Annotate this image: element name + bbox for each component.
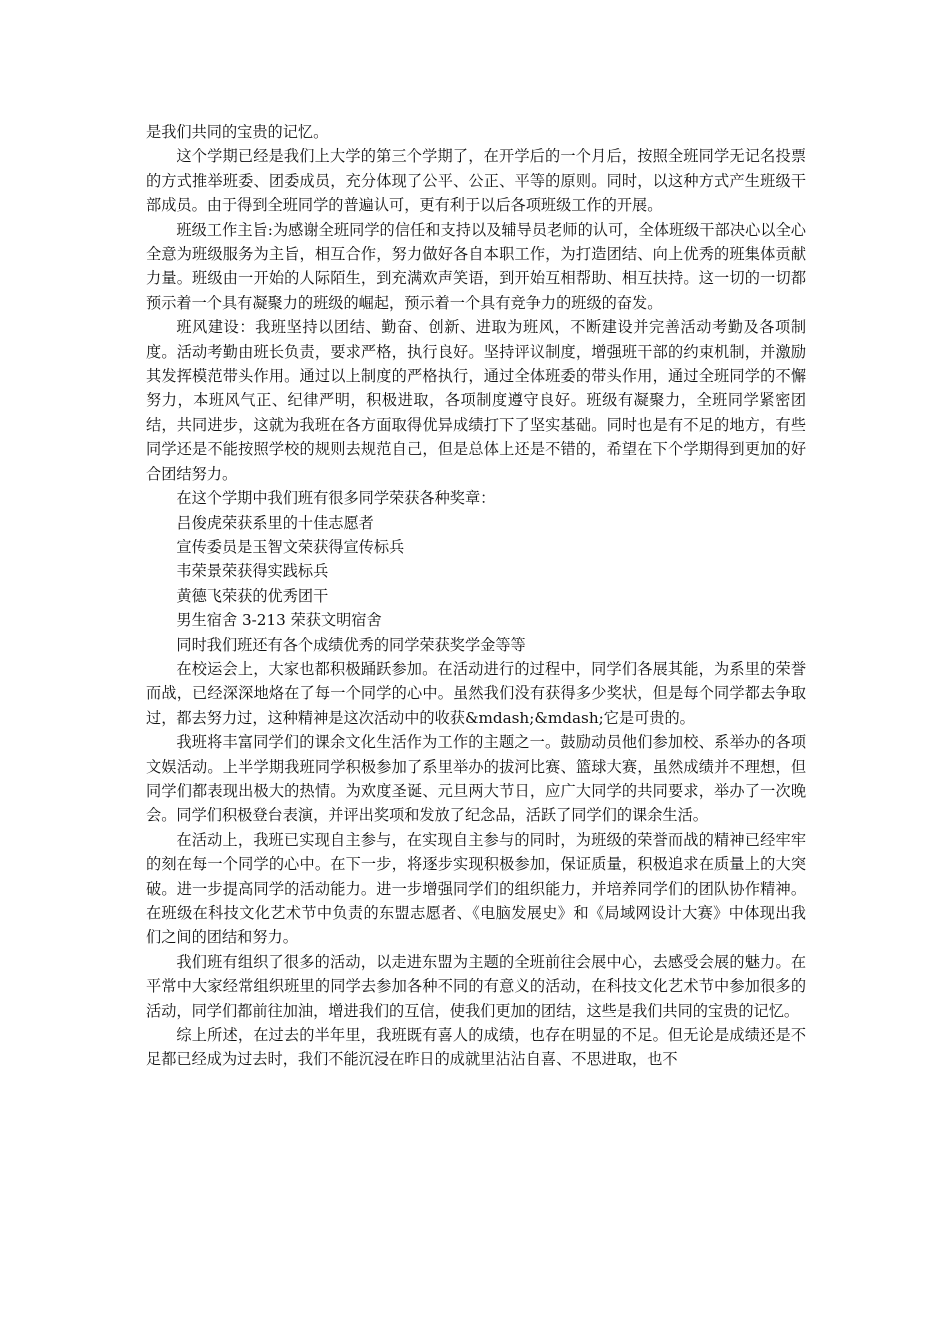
award-item: 吕俊虎荣获系里的十佳志愿者	[176, 513, 374, 532]
paragraph-asean: 我们班有组织了很多的活动，以走进东盟为主题的全班前往会展中心，去感受会展的魅力。在平常中大家经常组织班里的同学去参加各种不同的有意义的活动，在科技文化艺术节中参加很多的活动，同学们都前往加油，增进我们的互信，使我们更加的团结，这些是我们共同的宝贵的记忆。	[146, 952, 806, 1020]
paragraph-sports-meet: 在校运会上，大家也都积极踊跃参加。在活动进行的过程中，同学们各展其能，为系里的荣誉而战，已经深深地烙在了每一个同学的心中。虽然我们没有获得多少奖状，但是每个同学都去争取过，都去努力过，这种精神是这次活动中的收获&mdash;&mdash;它是可贵的。	[146, 659, 806, 727]
award-item: 同时我们班还有各个成绩优秀的同学荣获奖学金等等	[176, 635, 526, 654]
award-item: 黄德飞荣获的优秀团干	[176, 586, 329, 605]
document-page	[146, 120, 806, 1072]
paragraph-activities: 在活动上，我班已实现自主参与，在实现自主参与的同时，为班级的荣誉而战的精神已经牢牢的刻在每一个同学的心中。在下一步，将逐步实现积极参加，保证质量，积极追求在质量上的大突破。进一步提高同学的活动能力。进一步增强同学们的组织能力，并培养同学们的团队协作精神。在班级在科技文化艺术节中负责的东盟志愿者、《电脑发展史》和《局域网设计大赛》中体现出我们之间的团结和努力。	[146, 830, 806, 947]
award-item: 韦荣景荣获得实践标兵	[176, 562, 329, 581]
paragraph-work-purpose: 班级工作主旨:为感谢全班同学的信任和支持以及辅导员老师的认可，全体班级干部决心以全心全意为班级服务为主旨，相互合作，努力做好各自本职工作，为打造团结、向上优秀的班集体贡献力量。班级由一开始的人际陌生，到充满欢声笑语，到开始互相帮助、相互扶持。这一切的一切都预示着一个具有凝聚力的班级的崛起，预示着一个具有竞争力的班级的奋发。	[146, 220, 806, 312]
paragraph-cultural-life: 我班将丰富同学们的课余文化生活作为工作的主题之一。鼓励动员他们参加校、系举办的各项文娱活动。上半学期我班同学积极参加了系里举办的拔河比赛、篮球大赛，虽然成绩并不理想，但同学们都表现出极大的热情。为欢度圣诞、元旦两大节日，应广大同学的共同要求，举办了一次晚会。同学们积极登台表演，并评出奖项和发放了纪念品，活跃了同学们的课余生活。	[146, 733, 806, 825]
paragraph-awards-intro: 在这个学期中我们班有很多同学荣获各种奖章：	[176, 489, 496, 508]
award-item: 宣传委员是玉智文荣获得宣传标兵	[176, 537, 405, 556]
paragraph-class-style: 班风建设：我班坚持以团结、勤奋、创新、进取为班风，不断建设并完善活动考勤及各项制度。活动考勤由班长负责，要求严格，执行良好。坚持评议制度，增强班干部的约束机制，并激励其发挥模范带头作用。通过以上制度的严格执行，通过全体班委的带头作用，通过全班同学的不懈努力，本班风气正、纪律严明，积极进取，各项制度遵守良好。班级有凝聚力，全班同学紧密团结，共同进步，这就为我班在各方面取得优异成绩打下了坚实基础。同时也是有不足的地方，有些同学还是不能按照学校的规则去规范自己，但是总体上还是不错的，希望在下个学期得到更加的好合团结努力。	[146, 318, 806, 483]
award-item: 男生宿舍 3-213 荣获文明宿舍	[176, 611, 382, 630]
paragraph-election: 这个学期已经是我们上大学的第三个学期了，在开学后的一个月后，按照全班同学无记名投票的方式推举班委、团委成员，充分体现了公平、公正、平等的原则。同时，以这种方式产生班级干部成员。由于得到全班同学的普遍认可，更有利于以后各项班级工作的开展。	[146, 147, 806, 215]
paragraph-continuation: 是我们共同的宝贵的记忆。	[146, 123, 329, 141]
paragraph-summary: 综上所述，在过去的半年里，我班既有喜人的成绩，也存在明显的不足。但无论是成绩还是不足都已经成为过去时，我们不能沉浸在昨日的成就里沾沾自喜、不思进取，也不	[146, 1026, 806, 1069]
